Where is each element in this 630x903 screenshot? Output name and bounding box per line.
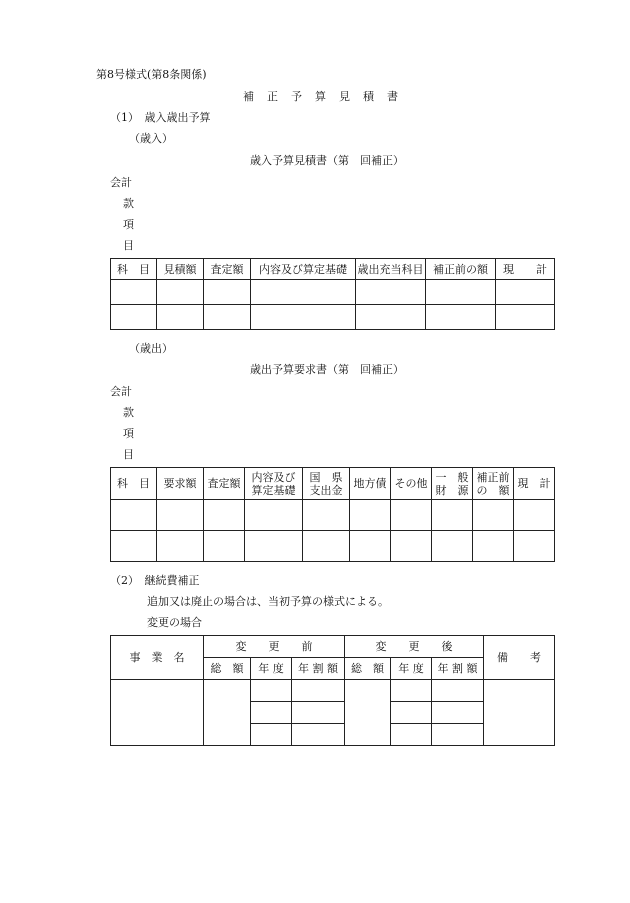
col-hosei-mae: 補正前の額 [426,259,496,280]
col-nendo-mae: 年 度 [251,658,292,680]
table-row [111,500,555,531]
section-2-change-label: 変更の場合 [147,616,202,629]
col-kamoku: 科 目 [111,259,157,280]
col-genkei: 現 計 [496,259,555,280]
col-youkyu: 要求額 [157,468,204,500]
col-jigyou-mei: 事 業 名 [111,636,204,680]
expenditure-table [110,467,555,562]
col-henkou-ato: 変 更 後 [345,636,484,658]
col-warigaku-ato: 年 割 額 [432,658,484,680]
expenditure-label: （歳出） [129,342,173,355]
col-sonota: その他 [391,468,432,500]
col-henkou-mae: 変 更 前 [204,636,345,658]
col-sougaku-ato: 総 額 [345,658,391,680]
col-warigaku-mae: 年 割 額 [292,658,345,680]
section-2-note: 追加又は廃止の場合は、当初予算の様式による。 [147,595,389,608]
revenue-item-kaikei: 会計 [110,176,132,189]
revenue-header-row [111,259,555,280]
section-1-heading: （1） 歳入歳出予算 [110,111,211,124]
table-header-row-1 [111,636,555,658]
col-bikou: 備 考 [484,636,555,680]
table-row [111,305,555,330]
continuing-expense-table [110,635,555,746]
col-satei: 査定額 [204,259,251,280]
col-satei: 査定額 [204,468,245,500]
expenditure-item-kan: 款 [123,406,134,419]
col-nendo-ato: 年 度 [391,658,432,680]
expenditure-header-row [111,468,555,500]
page-title: 補 正 予 算 見 積 書 [243,90,399,103]
col-genkei: 現 計 [514,468,555,500]
revenue-table [110,258,555,330]
col-kamoku: 科 目 [111,468,157,500]
col-naiyou: 内容及び算定基礎 [251,259,356,280]
revenue-item-kou: 項 [123,218,134,231]
col-juutou: 歳出充当科目 [356,259,426,280]
col-kokken: 国 県 支出金 [303,468,350,500]
revenue-doc-title: 歳入予算見積書（第 回補正） [250,154,404,167]
revenue-item-kan: 款 [123,197,134,210]
section-2-heading: （2） 継続費補正 [110,574,200,587]
col-ippan-zaigen: 一 般 財 源 [432,468,473,500]
expenditure-item-kou: 項 [123,427,134,440]
form-number: 第8号様式(第8条関係) [96,68,207,81]
table-row [111,280,555,305]
revenue-label: （歳入） [129,132,173,145]
table-row [111,531,555,562]
revenue-item-moku: 目 [123,239,134,252]
col-mitsumori: 見積額 [157,259,204,280]
table-row [111,680,555,702]
expenditure-item-moku: 目 [123,448,134,461]
col-sougaku-mae: 総 額 [204,658,251,680]
col-chihousai: 地方債 [350,468,391,500]
col-hosei-mae: 補正前 の 額 [473,468,514,500]
col-naiyou: 内容及び 算定基礎 [245,468,303,500]
expenditure-doc-title: 歳出予算要求書（第 回補正） [250,363,404,376]
expenditure-item-kaikei: 会計 [110,385,132,398]
